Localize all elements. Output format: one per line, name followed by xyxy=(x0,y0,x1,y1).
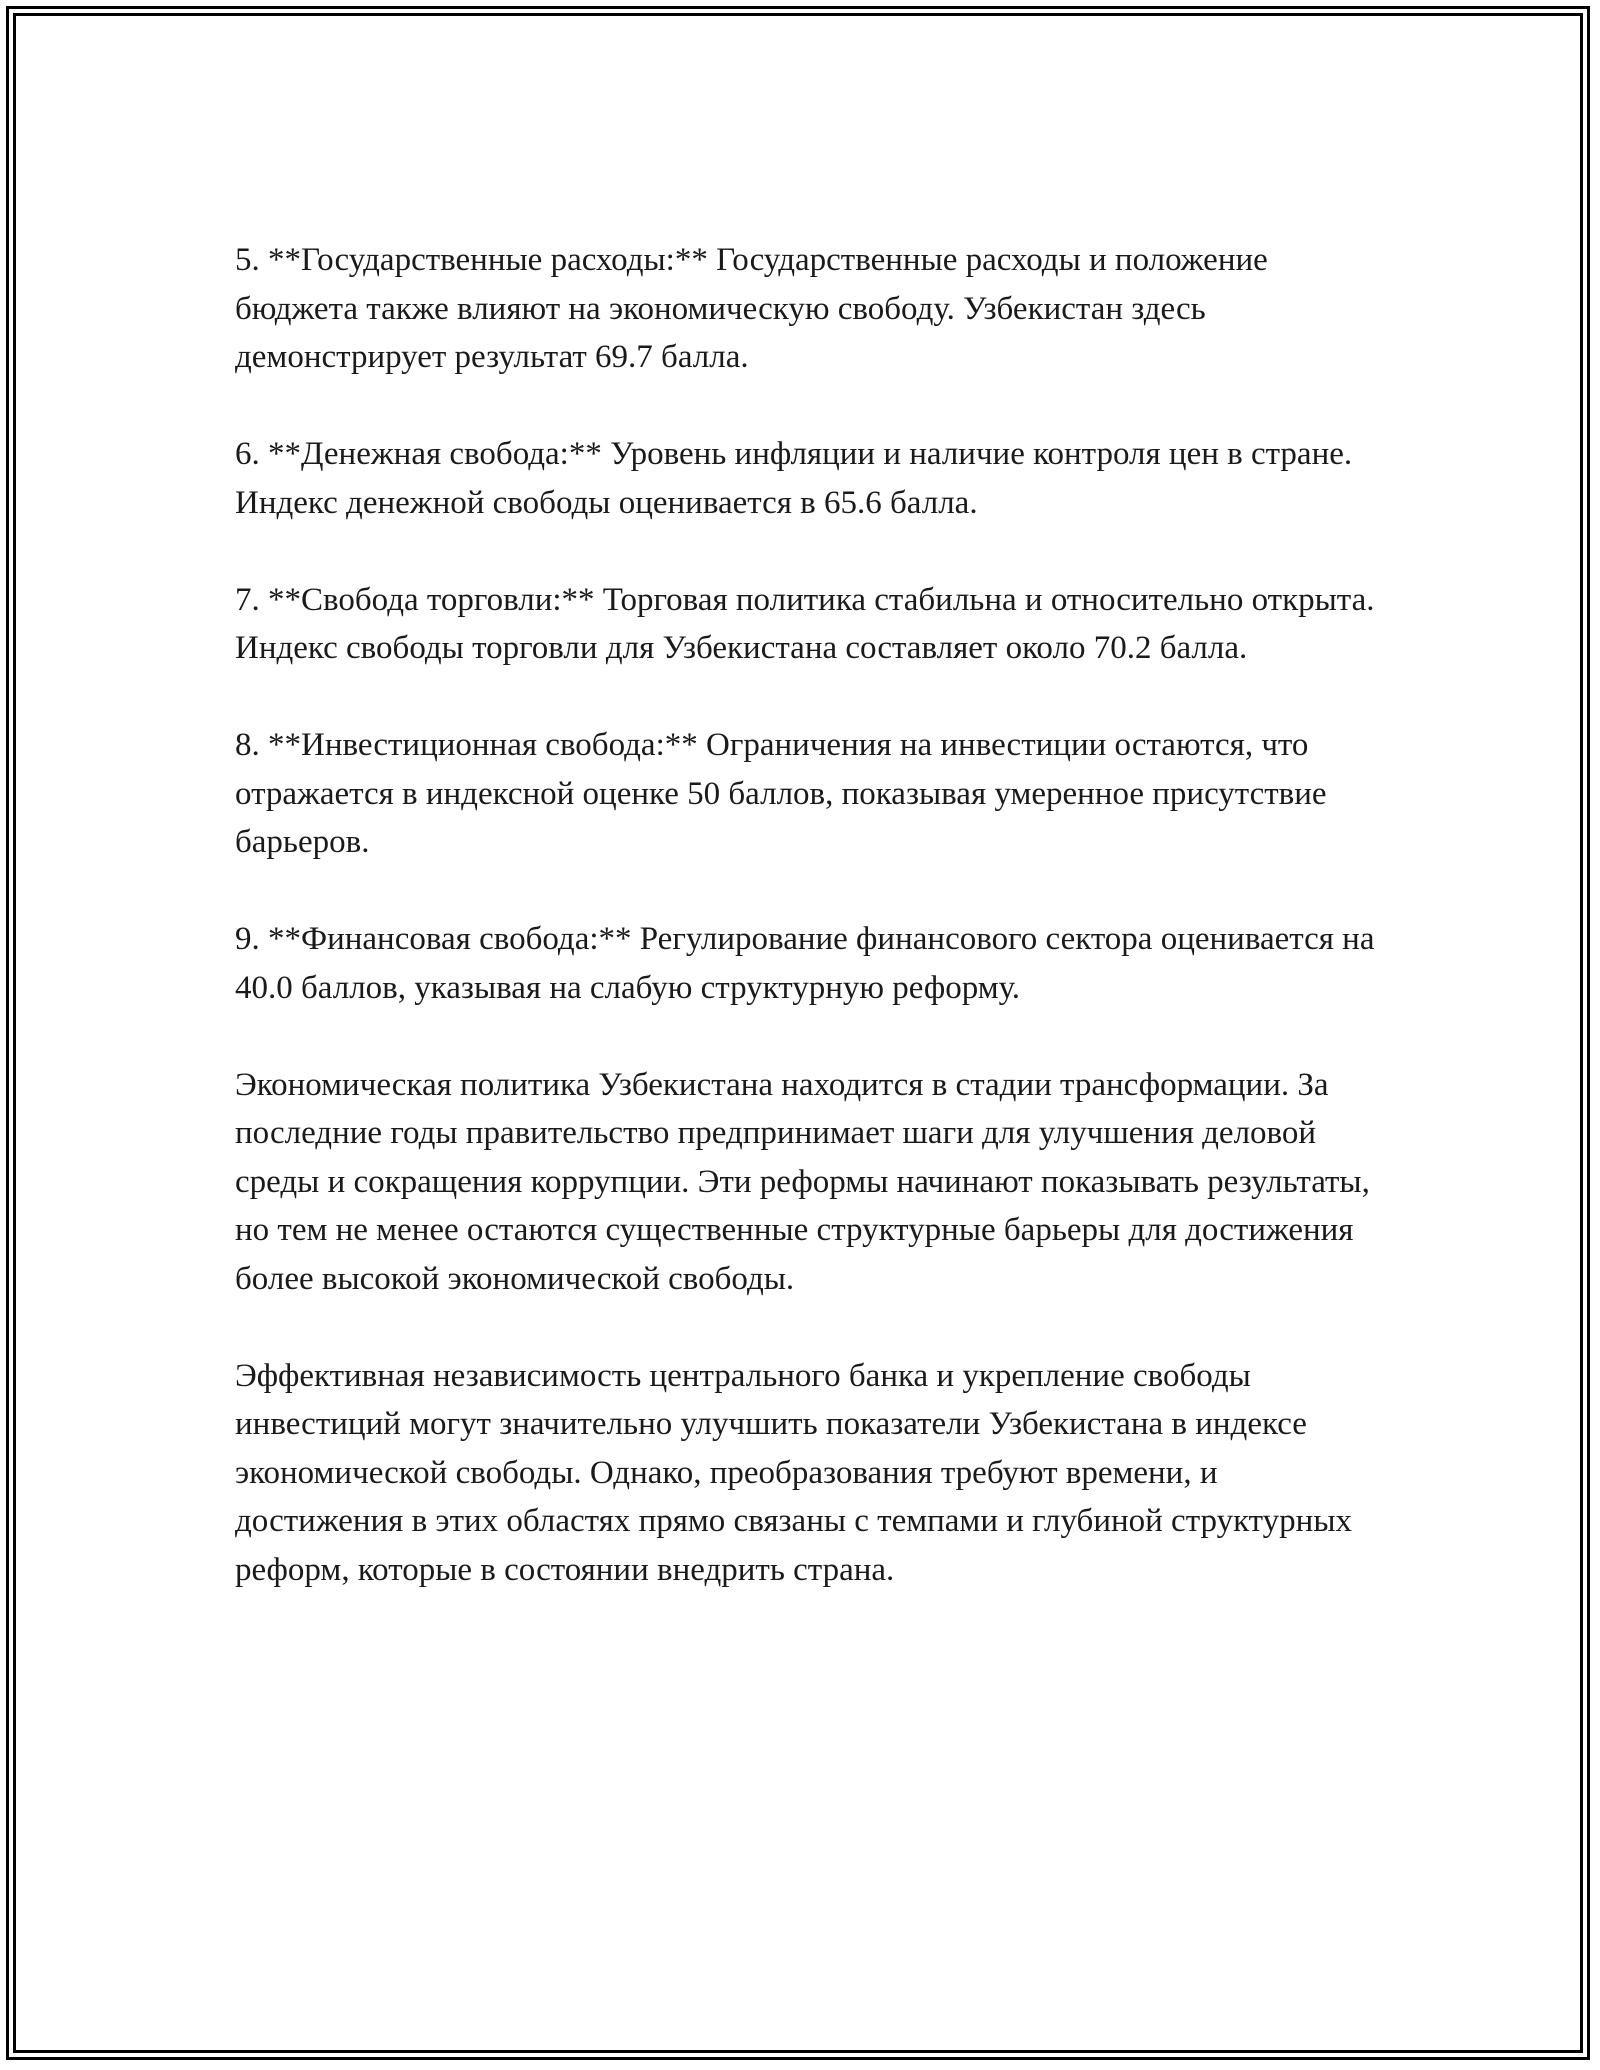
paragraph-monetary-freedom: 6. **Денежная свобода:** Уровень инфляции и наличие контроля цен в стране. Индекс денежной свободы оценивается в 65.6 балла. xyxy=(235,436,1353,521)
paragraph-government-spending: 5. **Государственные расходы:** Государственные расходы и положение бюджета также влияют на экономическую свободу. Узбекистан здесь демонстрирует результат 69.7 балла. xyxy=(235,242,1268,375)
paragraph-central-bank: Эффективная независимость центрального банка и укрепление свободы инвестиций могут значительно улучшить показатели Узбекистана в индексе экономической свободы. Однако, преобразования требуют времени, и достижения в этих областях прямо связаны с темпами и глубиной структурных реформ, которые в состоянии внедрить страна. xyxy=(235,1357,1353,1588)
paragraph-financial-freedom: 9. **Финансовая свобода:** Регулирование финансового сектора оценивается на 40.0 баллов, указывая на слабую структурную реформу. xyxy=(235,921,1375,1006)
paragraph-economic-policy: Экономическая политика Узбекистана находится в стадии трансформации. За последние годы правительство предпринимает шаги для улучшения деловой среды и сокращения коррупции. Эти реформы начинают показывать результаты, но тем не менее остаются существенные структурные барьеры для достижения более высокой экономической свободы. xyxy=(235,1066,1370,1297)
paragraph-investment-freedom: 8. **Инвестиционная свобода:** Ограничения на инвестиции остаются, что отражается в индексной оценке 50 баллов, показывая умеренное присутствие барьеров. xyxy=(235,727,1327,860)
document-body xyxy=(235,236,1385,1643)
paragraph-trade-freedom: 7. **Свобода торговли:** Торговая политика стабильна и относительно открыта. Индекс свободы торговли для Узбекистана составляет около 70.2 балла. xyxy=(235,581,1375,666)
